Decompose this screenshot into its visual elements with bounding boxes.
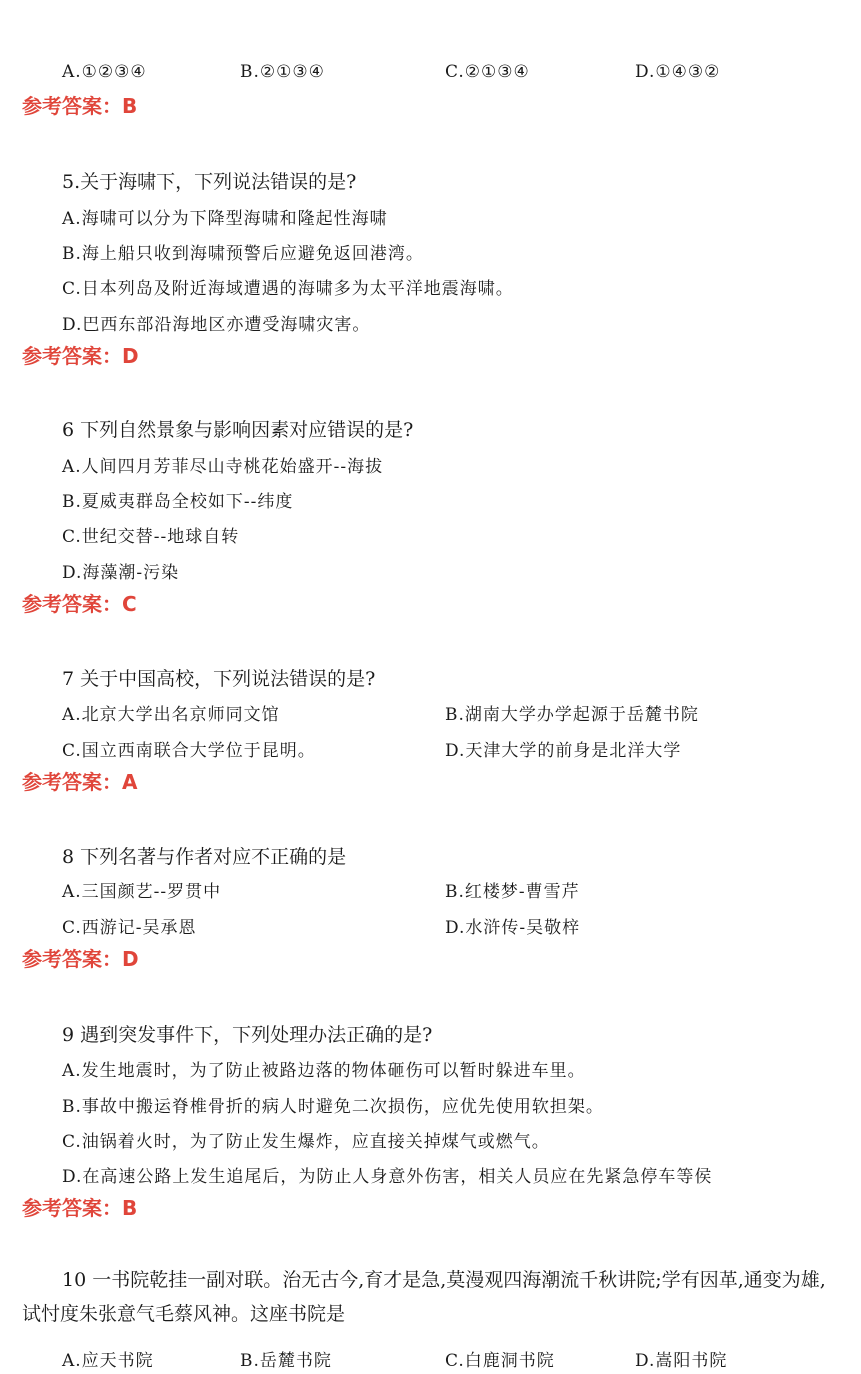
q5-answer: 参考答案：D xyxy=(22,344,139,368)
q8-option-c: C.西游记-吴承恩 xyxy=(62,918,197,938)
q8-option-d: D.水浒传-吴敬梓 xyxy=(445,918,581,938)
q9-question: 9 遇到突发事件下，下列处理办法正确的是? xyxy=(62,1024,433,1046)
q10-question: 10 一书院乾挂一副对联。治无古今,育才是急,莫漫观四海潮流千秋讲院;学有因革,通变为雄,试忖度朱张意气毛蔡风神。这座书院是 xyxy=(22,1269,826,1325)
q6-option-c: C.世纪交替--地球自转 xyxy=(62,527,240,547)
q6-answer: 参考答案：C xyxy=(22,592,137,616)
q5-option-d: D.巴西东部沿海地区亦遭受海啸灾害。 xyxy=(62,315,371,335)
q10-option-b: B.岳麓书院 xyxy=(240,1351,332,1371)
q5-option-b: B.海上船只收到海啸预警后应避免返回港湾。 xyxy=(62,244,424,264)
q9-option-b: B.事故中搬运脊椎骨折的病人时避免二次损伤，应优先使用软担架。 xyxy=(62,1097,604,1117)
q9-option-d: D.在高速公路上发生追尾后，为防止人身意外伤害，相关人员应在先紧急停车等侯 xyxy=(62,1167,713,1187)
q10-option-a: A.应天书院 xyxy=(62,1351,154,1371)
q5-option-a: A.海啸可以分为下降型海啸和隆起性海啸 xyxy=(62,209,388,229)
q9-option-a: A.发生地震时，为了防止被路边落的物体砸伤可以暂时躲进车里。 xyxy=(62,1061,586,1081)
q4-option-c: C.②①③④ xyxy=(445,62,530,82)
q6-option-b: B.夏威夷群岛全校如下--纬度 xyxy=(62,492,294,512)
q9-answer: 参考答案：B xyxy=(22,1196,138,1220)
q7-option-d: D.天津大学的前身是北洋大学 xyxy=(445,741,682,761)
q5-question: 5.关于海啸下，下列说法错误的是? xyxy=(62,171,357,193)
q8-question: 8 下列名著与作者对应不正确的是 xyxy=(62,846,347,868)
q7-option-b: B.湖南大学办学起源于岳麓书院 xyxy=(445,705,699,725)
q10-option-c: C.白鹿洞书院 xyxy=(445,1351,555,1371)
q10-option-d: D.嵩阳书院 xyxy=(635,1351,728,1371)
q4-option-a: A.①②③④ xyxy=(62,62,147,82)
q4-answer: 参考答案：B xyxy=(22,94,138,118)
q10-question-block xyxy=(22,1263,842,1331)
q8-option-a: A.三国颜艺--罗贯中 xyxy=(62,882,222,902)
q7-question: 7 关于中国高校，下列说法错误的是? xyxy=(62,668,376,690)
q8-answer: 参考答案：D xyxy=(22,947,139,971)
q6-option-a: A.人间四月芳菲尽山寺桃花始盛开--海拔 xyxy=(62,457,384,477)
q4-option-b: B.②①③④ xyxy=(240,62,325,82)
q7-answer: 参考答案：A xyxy=(22,770,138,794)
q5-option-c: C.日本列岛及附近海域遭遇的海啸多为太平洋地震海啸。 xyxy=(62,279,514,299)
q8-option-b: B.红楼梦-曹雪芹 xyxy=(445,882,580,902)
q9-option-c: C.油锅着火时，为了防止发生爆炸，应直接关掉煤气或燃气。 xyxy=(62,1132,550,1152)
q7-option-c: C.国立西南联合大学位于昆明。 xyxy=(62,741,316,761)
q4-option-d: D.①④③② xyxy=(635,62,721,82)
q6-option-d: D.海藻潮-污染 xyxy=(62,563,180,583)
q7-option-a: A.北京大学出名京师同文馆 xyxy=(62,705,280,725)
q6-question: 6 下列自然景象与影响因素对应错误的是? xyxy=(62,419,414,441)
